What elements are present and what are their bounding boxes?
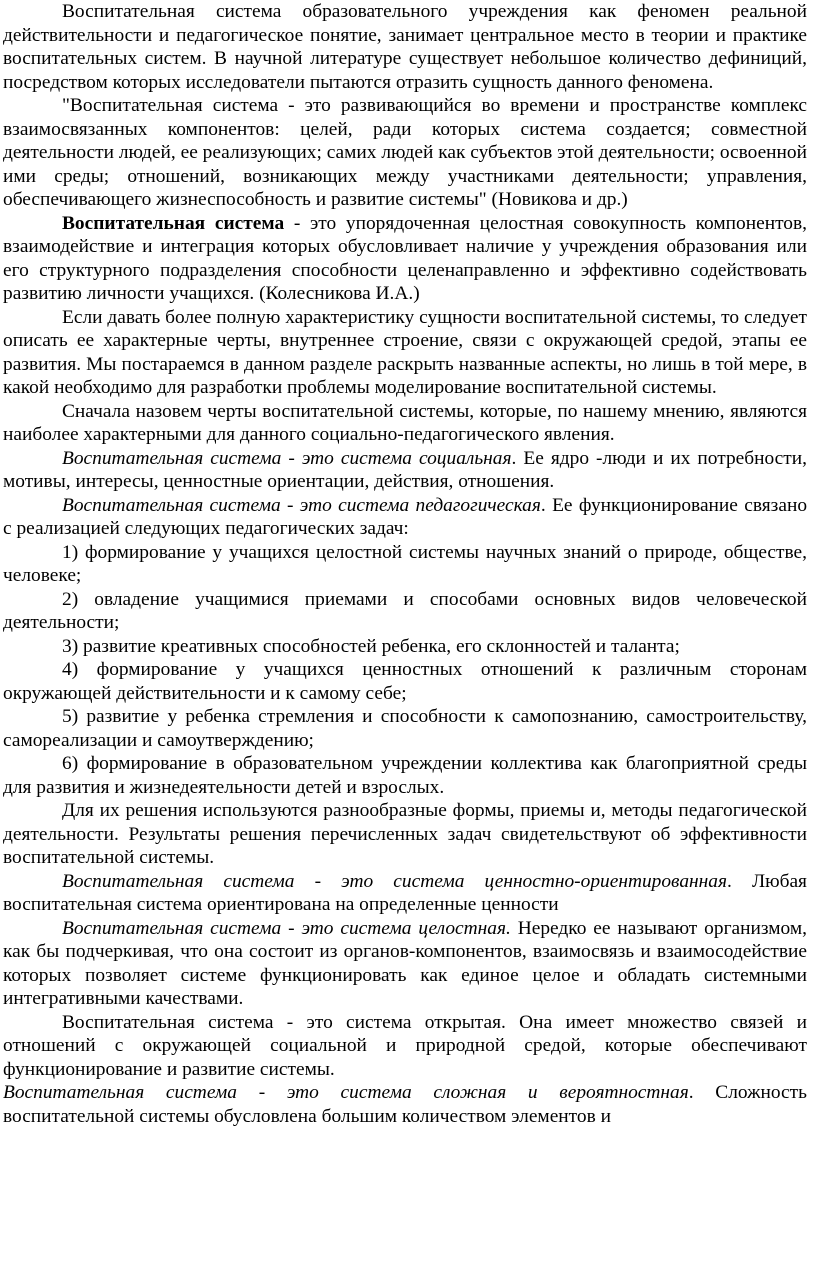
list-item-task-6: 6) формирование в образовательном учреждении коллектива как благоприятной среды для развития и жизнедеятельности детей и взрослых. — [3, 753, 807, 798]
thesis-text: . Ее функционирование связано с реализацией следующих педагогических задач: — [3, 494, 808, 539]
list-item-task-2: 2) овладение учащимися приемами и способами основных видов человеческой деятельности; — [3, 588, 807, 633]
thesis-italic: Воспитательная система - это система сложная и вероятностная — [3, 1082, 689, 1103]
list-item-task-3: 3) развитие креативных способностей ребенка, его склонностей и таланта; — [62, 635, 680, 657]
paragraph-holistic — [3, 917, 807, 1011]
paragraph-methods: Для их решения используются разнообразные формы, приемы и, методы педагогической деятельности. Результаты решения перечисленных задач свидетельствуют об эффективности воспитательной системы. — [3, 800, 807, 868]
list-item-task-4: 4) формирование у учащихся ценностных отношений к различным сторонам окружающей действительности и к самому себе; — [3, 659, 807, 704]
thesis-text: . Любая воспитательная система ориентирована на определенные ценности — [3, 870, 807, 915]
paragraph-social — [3, 447, 807, 494]
thesis-italic: Воспитательная система - это система целостная. — [62, 917, 511, 939]
paragraph-novikova-definition: "Воспитательная система - это развивающийся во времени и пространстве комплекс взаимосвязанных компонентов: целей, ради которых система создается; совместной деятельности людей, ее реализующих; самих людей как субъектов этой деятельности; освоенной ими среды; отношений, возникающих между участниками деятельности; управления, обеспечивающего жизнеспособность и развитие системы" (Новикова и др.) — [3, 95, 807, 210]
thesis-italic: Воспитательная система - это система ценностно-ориентированная — [62, 870, 727, 892]
list-item-task-1: 1) формирование у учащихся целостной системы научных знаний о природе, обществе, человеке; — [3, 541, 807, 586]
definition-text: - это упорядоченная целостная совокупность компонентов, взаимодействие и интеграция которых обусловливает наличие у учреждения образования или его структурного подразделения способности целенаправленно и эффективно содействовать развитию личности учащихся. (Колесникова И.А.) — [3, 212, 807, 304]
thesis-italic: Воспитательная система - это система педагогическая — [62, 494, 541, 516]
paragraph-complex — [3, 1081, 807, 1128]
thesis-text: . Ее ядро -люди и их потребности, мотивы, интересы, ценностные ориентации, действия, отношения. — [3, 447, 807, 492]
paragraph-characteristics: Если давать более полную характеристику сущности воспитательной системы, то следует описать ее характерные черты, внутреннее строение, связи с окружающей средой, этапы ее развития. Мы постараемся в данном разделе раскрыть названные аспекты, но лишь в той мере, в какой необходимо для разработки проблемы моделирование воспитательной системы. — [3, 306, 807, 398]
paragraph-open: Воспитательная система - это система открытая. Она имеет множество связей и отношений с окружающей социальной и природной средой, которые обеспечивают функционирование и развитие системы. — [3, 1011, 807, 1080]
thesis-text: . Сложность воспитательной системы обусловлена большим количеством элементов и — [3, 1082, 807, 1127]
paragraph-pedagogical — [3, 494, 807, 541]
term-bold: Воспитательная система — [62, 212, 285, 234]
thesis-text: Нередко ее называют организмом, как бы подчеркивая, что она состоит из органов-компонентов, взаимосвязь и взаимосодействие которых позволяет системе функционировать как единое целое и обладать системными интегративными качествами. — [3, 917, 807, 1009]
list-item-task-5: 5) развитие у ребенка стремления и способности к самопознанию, самостроительству, самореализации и самоутверждению; — [3, 706, 807, 751]
thesis-italic: Воспитательная система - это система социальная — [62, 447, 512, 469]
paragraph-features-intro: Сначала назовем черты воспитательной системы, которые, по нашему мнению, являются наиболее характерными для данного социально-педагогического явления. — [3, 400, 807, 445]
paragraph-value-oriented — [3, 870, 807, 917]
paragraph-intro: Воспитательная система образовательного учреждения как феномен реальной действительности и педагогическое понятие, занимает центральное место в теории и практике воспитательных систем. В научной литературе существует небольшое количество дефиниций, посредством которых исследователи пытаются отразить сущность данного феномена. — [3, 1, 807, 93]
paragraph-kolesnikova-definition — [3, 212, 807, 306]
